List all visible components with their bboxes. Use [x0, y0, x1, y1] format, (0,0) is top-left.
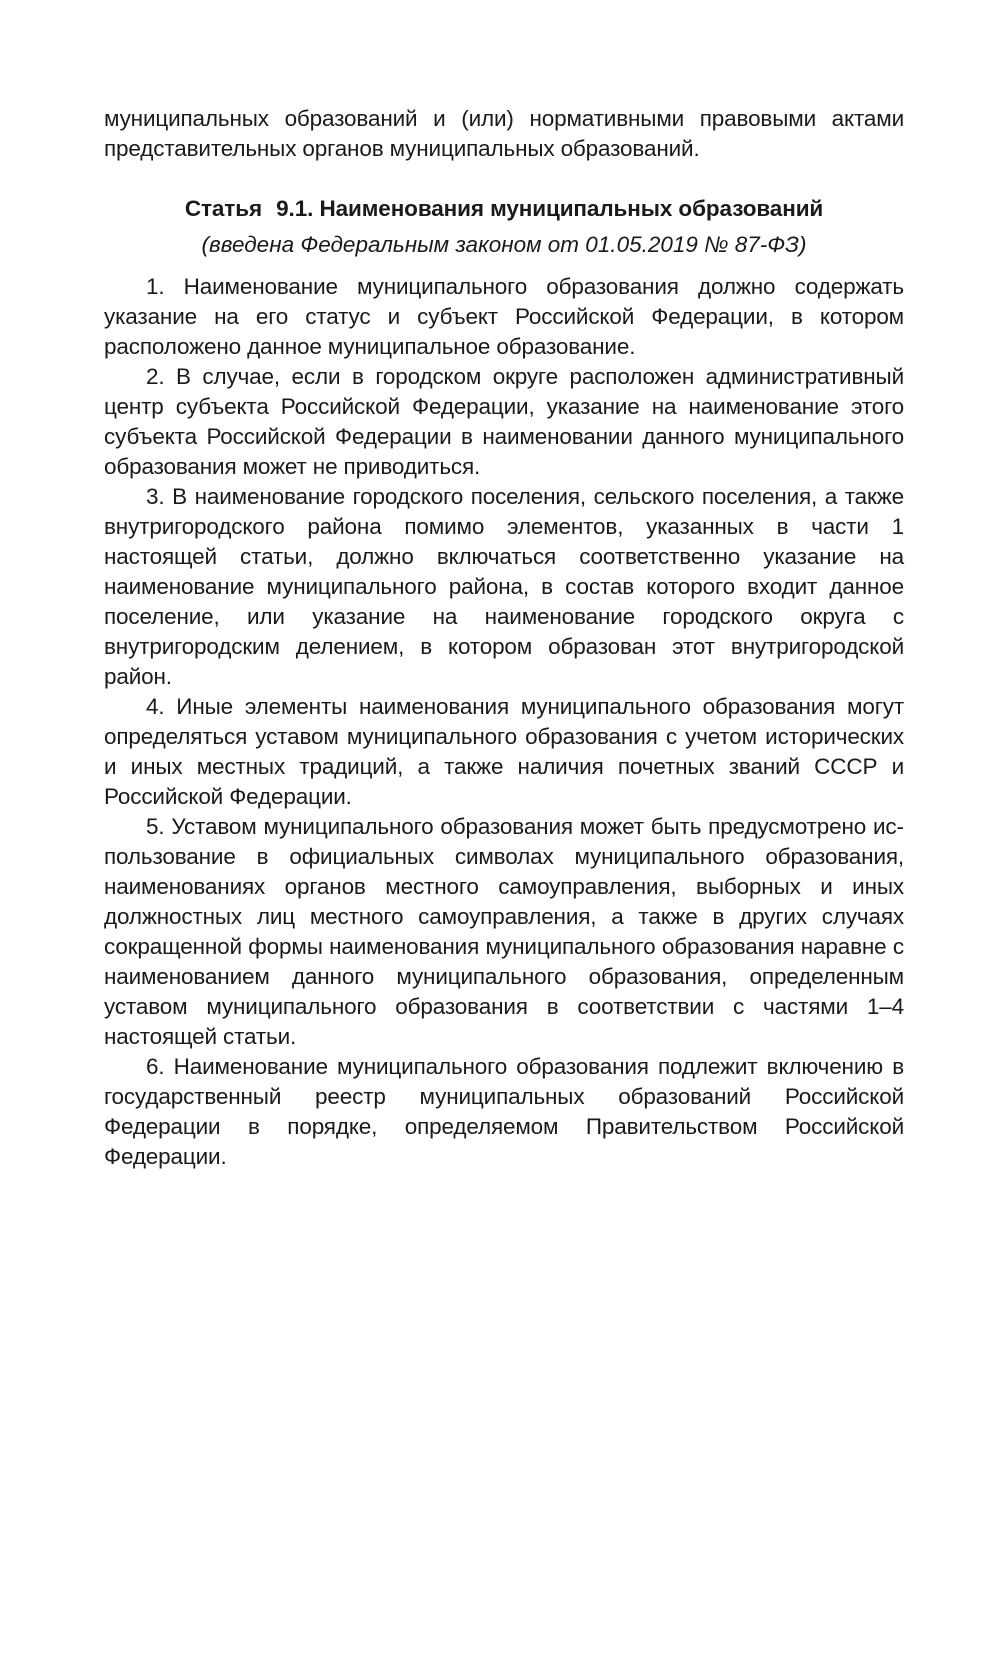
article-paragraph-2: 2. В случае, если в городском округе расположен административный центр субъекта Российской Федерации, указание на наименование этого субъекта Российской Федерации в наименовании данного муниципального образования может не приводиться.	[104, 364, 904, 479]
article-paragraph-1: 1. Наименование муниципального образования должно содержать указание на его статус и субъект Российской Федерации, в котором расположено данное муниципальное образование.	[104, 274, 904, 359]
document-page	[104, 104, 904, 1172]
article-paragraph-4: 4. Иные элементы наименования муниципального образования могут определяться уставом муниципального образования с учетом исторических и иных местных традиций, а также наличия почетных званий СССР и Российской Федерации.	[104, 694, 904, 809]
article-title: Наименования муниципальных образований	[319, 196, 824, 221]
article-paragraph-3: 3. В наименование городского поселения, сельского поселения, а также внутригородского района помимо элементов, указанных в части 1 настоящей статьи, должно включаться соответственно указание на наименование муниципального района, в состав которого входит данное поселение, или указание на наименование городского округа с внутригородским делением, в котором образован этот внутригородской район.	[104, 484, 904, 689]
article-paragraph-6: 6. Наименование муниципального образования подлежит включению в государственный реестр муниципальных образований Российской Федерации в порядке, определяемом Правительством Российской Федерации.	[104, 1054, 904, 1169]
article-paragraph-5: 5. Уставом муниципального образования может быть предусмотрено использование в официальных символах муниципального образования, наименованиях органов местного самоуправления, выборных и иных должностных лиц местного самоуправления, а также в других случаях сокращенной формы наименования муниципального образования наравне с наименованием данного муниципального образования, определенным уставом муниципального образования в соответствии с частями 1–4 настоящей статьи.	[104, 814, 904, 1049]
article-label: Статья	[184, 196, 262, 221]
article-number: 9.1.	[276, 196, 314, 221]
intro-paragraph: муниципальных образований и (или) нормативными правовыми актами представительных органов муниципальных образований.	[104, 106, 904, 161]
article-amendment-note: (введена Федеральным законом от 01.05.2019 № 87-ФЗ)	[201, 232, 807, 257]
article-heading	[104, 194, 904, 224]
